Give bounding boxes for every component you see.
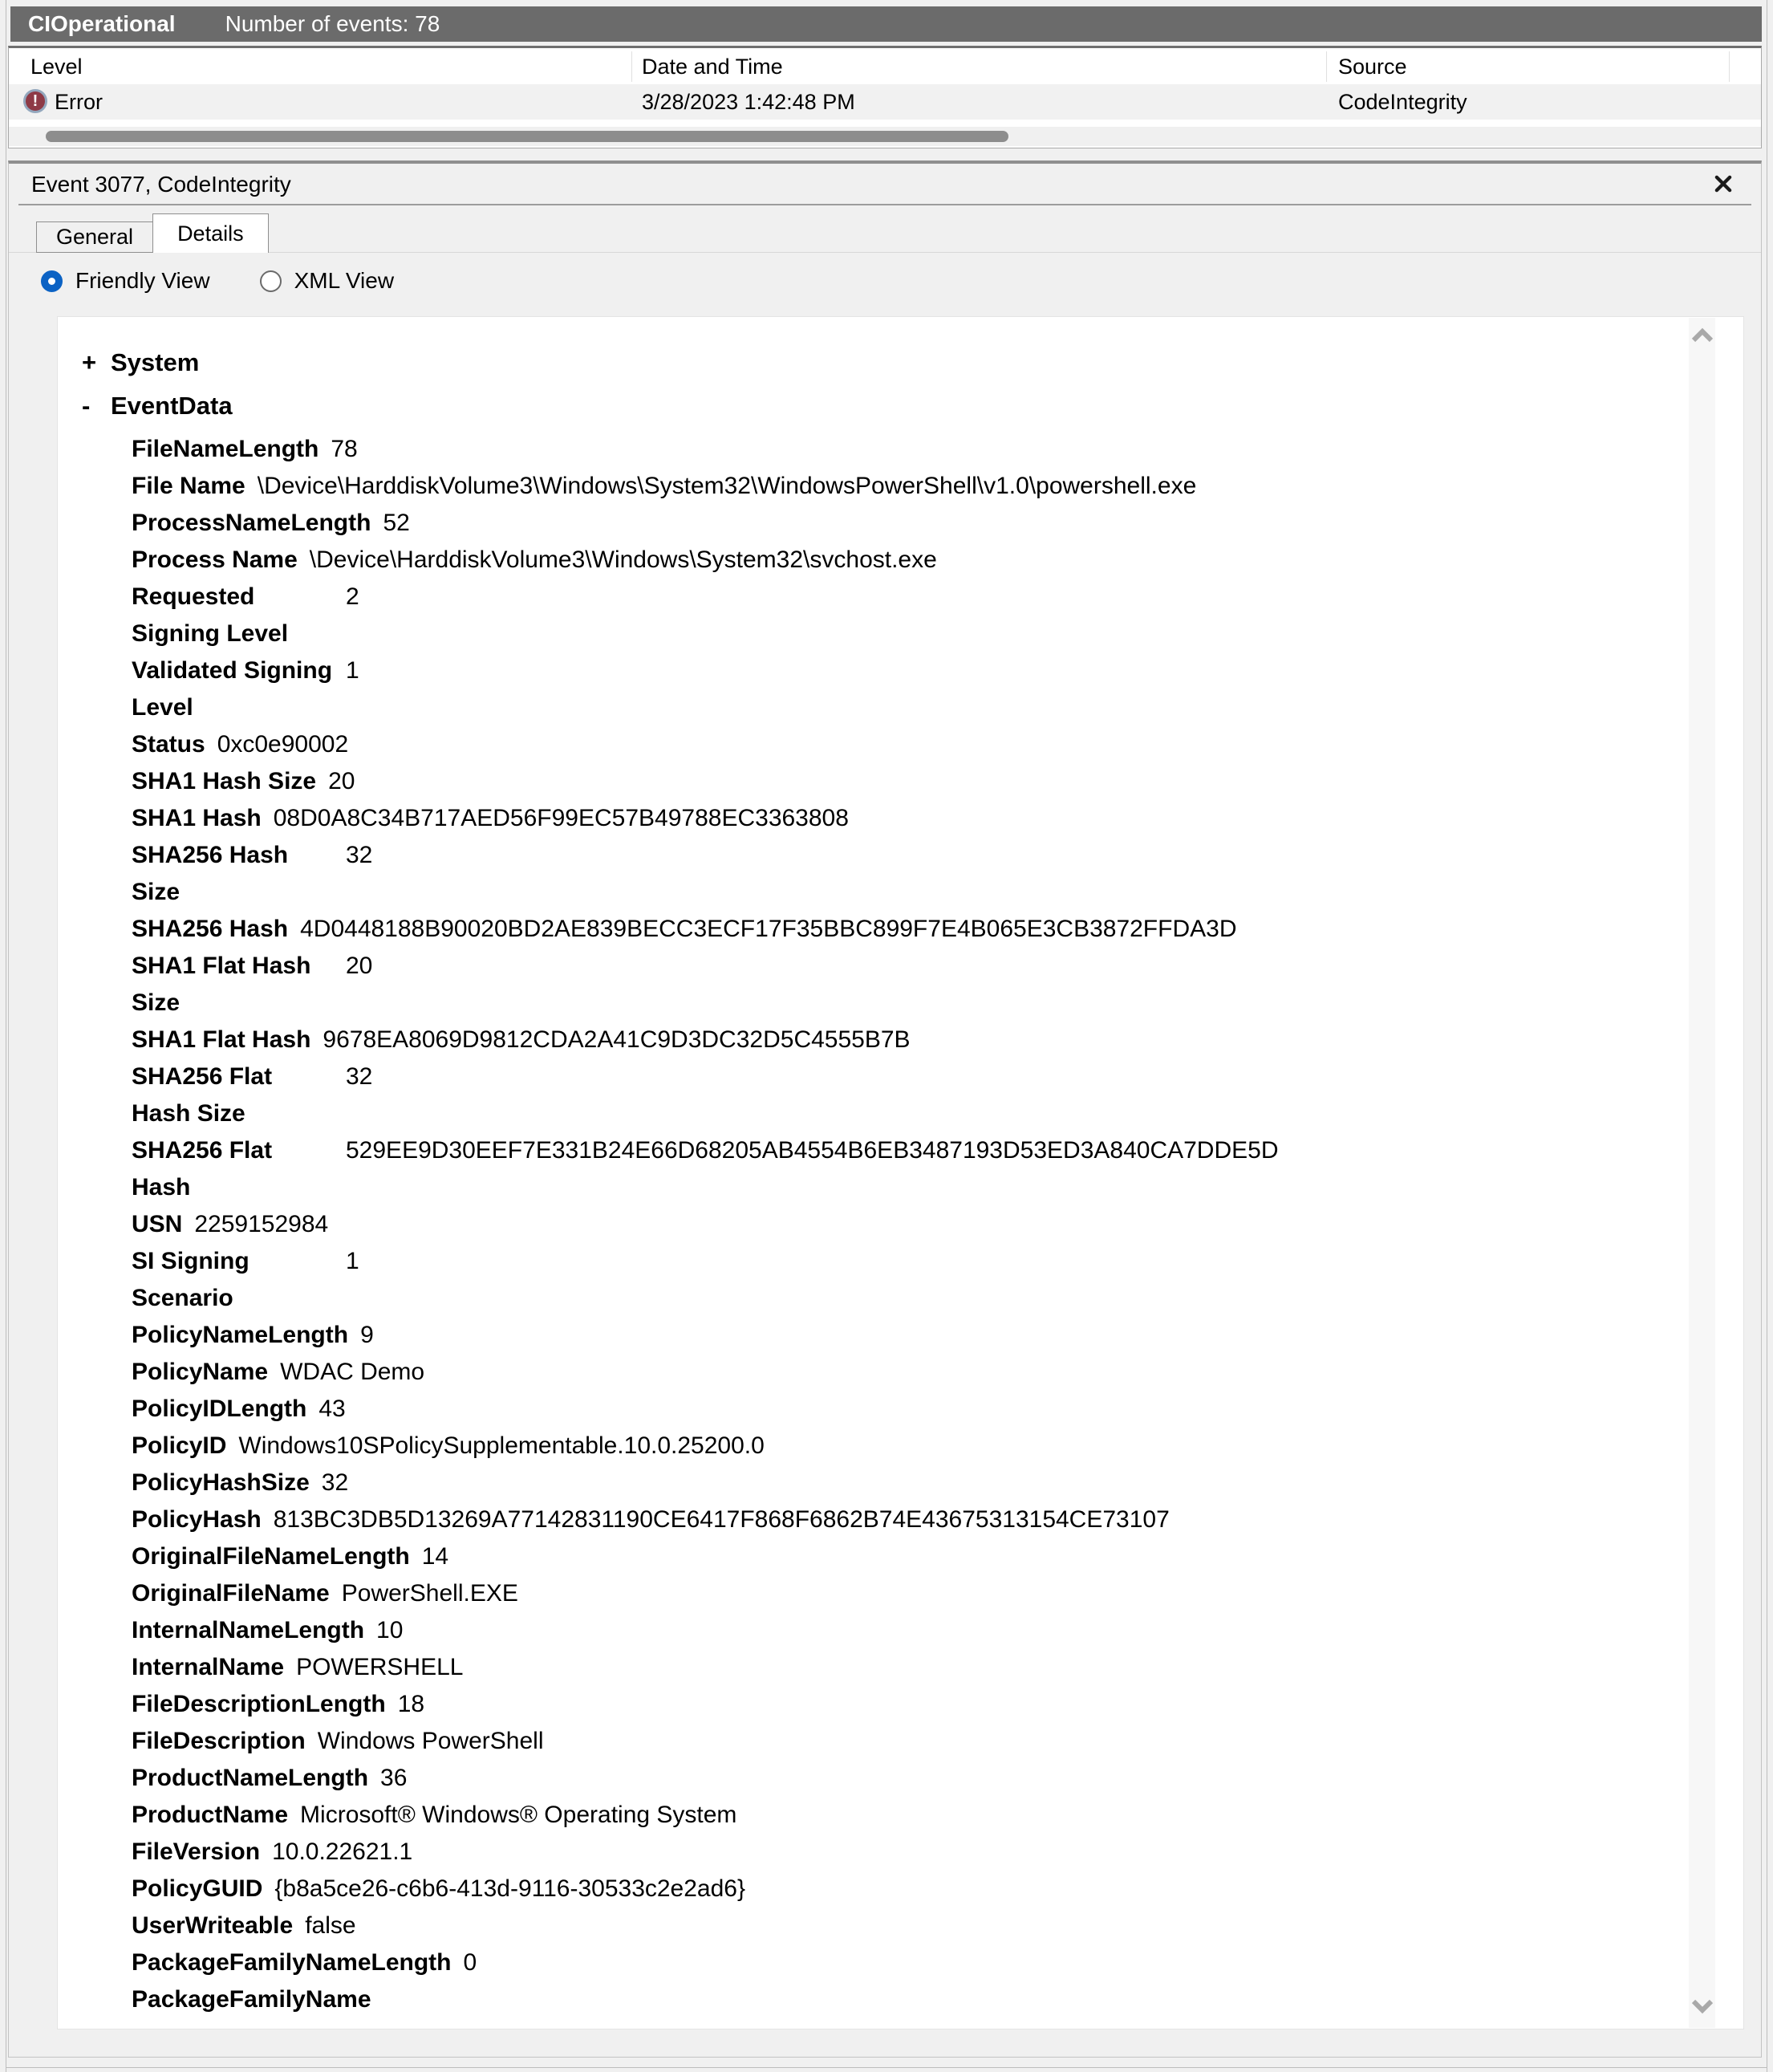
field-label: FileDescriptionLength — [132, 1691, 386, 1717]
field-value: 4D0448188B90020BD2AE839BECC3ECF17F35BBC899F7E4B065E3CB3872FFDA3D — [300, 916, 1237, 942]
tab-strip — [36, 213, 269, 253]
field-value: 10.0.22621.1 — [272, 1838, 413, 1865]
field-label: USN — [132, 1211, 183, 1237]
event-row[interactable] — [9, 84, 1761, 120]
field-label: FileDescription — [132, 1728, 306, 1754]
radio-xml-view[interactable] — [260, 268, 395, 294]
field-value: 1 — [346, 657, 359, 684]
horizontal-scrollbar[interactable] — [9, 127, 1761, 146]
tree-field-row — [132, 1981, 1663, 2018]
tree-field-row — [132, 1760, 1663, 1797]
close-icon — [1713, 173, 1734, 194]
tree-field-row — [132, 1649, 1663, 1686]
events-count: Number of events: 78 — [225, 11, 440, 36]
tree-field-row — [132, 1058, 1663, 1132]
field-value: 2259152984 — [194, 1211, 329, 1237]
event-data-tree — [82, 344, 1663, 2018]
tab-strip-baseline — [9, 252, 1761, 253]
column-divider[interactable] — [1729, 51, 1730, 82]
field-value: POWERSHELL — [296, 1654, 464, 1680]
tree-field-row — [132, 431, 1663, 468]
radio-friendly-view[interactable] — [41, 268, 210, 294]
column-divider[interactable] — [631, 51, 632, 82]
column-divider[interactable] — [1326, 51, 1327, 82]
tree-field-row — [132, 579, 1663, 652]
field-value: 43 — [318, 1396, 346, 1422]
field-value: 08D0A8C34B717AED56F99EC57B49788EC3363808 — [273, 805, 849, 831]
field-label: PolicyIDLength — [132, 1396, 307, 1422]
tree-group-eventdata[interactable] — [82, 388, 1663, 425]
field-value: 10 — [376, 1617, 404, 1643]
field-value: {b8a5ce26-c6b6-413d-9116-30533c2e2ad6} — [274, 1875, 746, 1902]
tree-field-row — [132, 1022, 1663, 1058]
tree-field-row — [132, 652, 1663, 726]
field-label: File Name — [132, 473, 245, 499]
tree-field-row — [132, 1206, 1663, 1243]
tree-field-row — [132, 505, 1663, 542]
tree-field-row — [132, 726, 1663, 763]
expand-icon[interactable]: + — [82, 348, 97, 376]
field-label: FileNameLength — [132, 436, 319, 462]
log-titlebar — [10, 6, 1762, 42]
details-content — [57, 316, 1744, 2029]
tree-field-row — [132, 1243, 1663, 1317]
tab-details-label: Details — [177, 221, 244, 246]
field-value: WDAC Demo — [280, 1359, 425, 1385]
field-label: SHA256 Hash Size — [132, 842, 289, 905]
column-header-datetime[interactable]: Date and Time — [642, 55, 783, 79]
tree-field-row — [132, 800, 1663, 837]
field-label: PolicyGUID — [132, 1875, 263, 1902]
field-value: 32 — [346, 1063, 373, 1090]
field-label: SHA1 Flat Hash — [132, 1026, 311, 1053]
field-value: 20 — [328, 768, 355, 794]
tree-field-row — [132, 1575, 1663, 1612]
close-button[interactable] — [1710, 170, 1737, 197]
event-list-header — [9, 48, 1761, 83]
radio-selected-icon — [41, 270, 63, 292]
tree-field-row — [132, 948, 1663, 1022]
tree-field-row — [132, 1465, 1663, 1501]
field-value: Windows PowerShell — [317, 1728, 544, 1754]
log-name: CIOperational — [28, 11, 176, 36]
field-label: SHA1 Flat Hash Size — [132, 953, 311, 1016]
datetime-cell: 3/28/2023 1:42:48 PM — [642, 90, 855, 114]
tree-group-system-label: System — [111, 348, 200, 376]
field-value: 9678EA8069D9812CDA2A41C9D3DC32D5C4555B7B — [323, 1026, 911, 1053]
vertical-scrollbar[interactable] — [1689, 318, 1715, 2028]
error-icon: ! — [23, 89, 47, 113]
event-detail-title: Event 3077, CodeIntegrity — [31, 172, 291, 197]
xml-view-label: XML View — [294, 268, 395, 293]
field-label: PolicyNameLength — [132, 1322, 349, 1348]
field-label: OriginalFileNameLength — [132, 1543, 410, 1570]
field-value: 52 — [383, 510, 410, 536]
field-label: SHA1 Hash — [132, 805, 262, 831]
field-label: SI Signing Scenario — [132, 1248, 250, 1311]
column-header-level[interactable]: Level — [30, 55, 83, 79]
window-frame-bottom — [6, 2067, 1767, 2068]
tree-group-eventdata-label: EventData — [111, 392, 233, 420]
tab-general[interactable] — [36, 221, 152, 253]
field-label: SHA256 Flat Hash — [132, 1137, 273, 1201]
field-value: \Device\HarddiskVolume3\Windows\System32\svchost.exe — [309, 546, 937, 573]
field-label: InternalNameLength — [132, 1617, 365, 1643]
field-label: SHA256 Hash — [132, 916, 289, 942]
chevron-up-icon — [1690, 327, 1714, 343]
field-value: PowerShell.EXE — [341, 1580, 518, 1607]
field-label: Process Name — [132, 546, 298, 573]
tree-field-row — [132, 468, 1663, 505]
source-cell: CodeIntegrity — [1338, 90, 1467, 114]
tree-field-row — [132, 1871, 1663, 1907]
tree-field-row — [132, 1612, 1663, 1649]
field-label: SHA256 Flat Hash Size — [132, 1063, 273, 1127]
event-detail-panel — [8, 160, 1762, 2058]
tree-field-row — [132, 1686, 1663, 1723]
tree-field-row — [132, 911, 1663, 948]
level-cell: Error — [55, 90, 103, 114]
field-label: UserWriteable — [132, 1912, 294, 1939]
horizontal-scrollbar-thumb[interactable] — [46, 131, 1008, 142]
field-label: PolicyHash — [132, 1506, 262, 1533]
column-header-source[interactable]: Source — [1338, 55, 1407, 79]
field-value: 2 — [346, 583, 359, 610]
tree-field-row — [132, 1354, 1663, 1391]
field-label: PackageFamilyName — [132, 1986, 371, 2013]
field-value: 9 — [360, 1322, 374, 1348]
field-label: InternalName — [132, 1654, 285, 1680]
field-label: PackageFamilyNameLength — [132, 1949, 452, 1976]
tree-field-row — [132, 1428, 1663, 1465]
field-label: FileVersion — [132, 1838, 261, 1865]
tree-field-row — [132, 542, 1663, 579]
scroll-down-button[interactable] — [1690, 1998, 1714, 2018]
field-value: 36 — [380, 1765, 408, 1791]
field-label: Status — [132, 731, 205, 758]
scroll-up-button[interactable] — [1690, 327, 1714, 347]
field-label: ProductName — [132, 1802, 289, 1828]
tab-general-label: General — [56, 225, 134, 249]
field-value: 32 — [321, 1469, 349, 1496]
tree-field-row — [132, 1538, 1663, 1575]
tree-field-row — [132, 1391, 1663, 1428]
field-value: false — [305, 1912, 356, 1939]
tree-field-row — [132, 1834, 1663, 1871]
field-value: Microsoft® Windows® Operating System — [300, 1802, 737, 1828]
field-label: OriginalFileName — [132, 1580, 330, 1607]
tree-field-row — [132, 1132, 1663, 1206]
field-label: Requested Signing Level — [132, 583, 289, 647]
field-value: 0 — [463, 1949, 477, 1976]
friendly-view-label: Friendly View — [75, 268, 210, 293]
view-mode-options — [41, 268, 394, 294]
radio-unselected-icon — [260, 270, 282, 292]
chevron-down-icon — [1690, 1998, 1714, 2014]
tree-field-row — [132, 1317, 1663, 1354]
tree-field-row — [132, 1723, 1663, 1760]
field-value: 529EE9D30EEF7E331B24E66D68205AB4554B6EB3487193D53ED3A840CA7DDE5D — [346, 1137, 1279, 1164]
field-label: PolicyName — [132, 1359, 269, 1385]
field-value: Windows10SPolicySupplementable.10.0.25200.0 — [238, 1432, 765, 1459]
field-value: 32 — [346, 842, 373, 868]
tree-group-system[interactable] — [82, 344, 1663, 381]
field-label: Validated Signing Level — [132, 657, 333, 721]
field-value: 18 — [397, 1691, 425, 1717]
field-label: PolicyID — [132, 1432, 227, 1459]
tree-field-row — [132, 1944, 1663, 1981]
field-value: 1 — [346, 1248, 359, 1274]
field-label: PolicyHashSize — [132, 1469, 310, 1496]
field-label: ProductNameLength — [132, 1765, 369, 1791]
field-label: ProcessNameLength — [132, 510, 371, 536]
tab-details[interactable] — [152, 213, 269, 253]
title-separator — [18, 204, 1751, 205]
field-value: \Device\HarddiskVolume3\Windows\System32\WindowsPowerShell\v1.0\powershell.exe — [257, 473, 1197, 499]
tree-fields — [132, 431, 1663, 2018]
tree-field-row — [132, 1501, 1663, 1538]
tree-field-row — [132, 763, 1663, 800]
field-value: 0xc0e90002 — [217, 731, 349, 758]
field-value: 813BC3DB5D13269A77142831190CE6417F868F6862B74E43675313154CE73107 — [273, 1506, 1170, 1533]
tree-field-row — [132, 837, 1663, 911]
tree-field-row — [132, 1797, 1663, 1834]
field-value: 20 — [346, 953, 373, 979]
field-label: SHA1 Hash Size — [132, 768, 317, 794]
tree-field-row — [132, 1907, 1663, 1944]
field-value: 78 — [331, 436, 358, 462]
event-list-panel — [8, 46, 1762, 148]
field-value: 14 — [421, 1543, 449, 1570]
collapse-icon[interactable]: - — [82, 392, 91, 420]
